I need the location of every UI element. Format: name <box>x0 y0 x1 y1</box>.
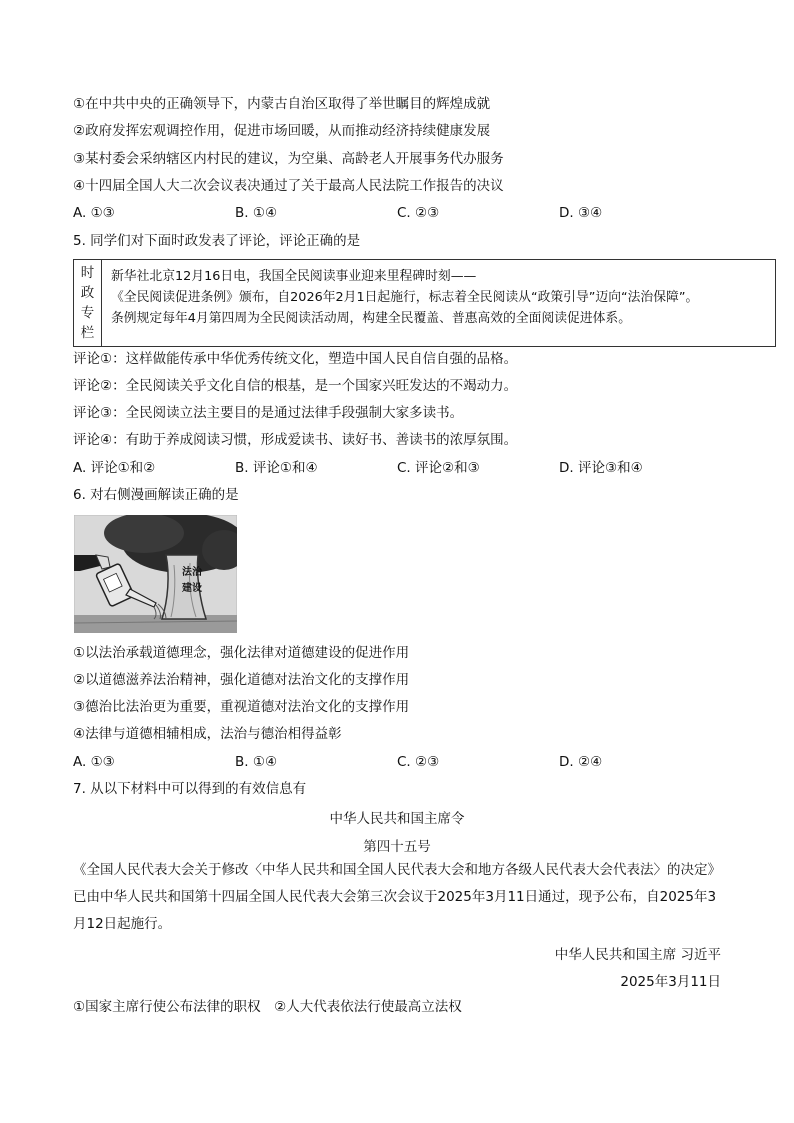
news-line-1: 新华社北京12月16日电，我国全民阅读事业迎来里程碑时刻—— <box>111 269 477 284</box>
q5-option-c[interactable]: C. 评论②和③ <box>397 460 480 476</box>
news-box-label <box>74 260 102 346</box>
q4-option-d[interactable]: D. ③④ <box>559 205 603 221</box>
cartoon-image <box>74 515 237 633</box>
q6-stem: 6. 对右侧漫画解读正确的是 <box>73 487 239 503</box>
q4-item-1: ①在中共中央的正确领导下，内蒙古自治区取得了举世瞩目的辉煌成就 <box>73 96 491 112</box>
tree-text-1: 法治 <box>182 567 202 578</box>
decree-number: 第四十五号 <box>363 839 431 855</box>
decree-signature: 中华人民共和国主席 习近平 <box>554 947 721 963</box>
q5-comment-1: 评论①：这样做能传承中华优秀传统文化，塑造中国人民自信自强的品格。 <box>73 351 518 367</box>
q4-item-4: ④十四届全国人大二次会议表决通过了关于最高人民法院工作报告的决议 <box>73 178 504 194</box>
q7-items: ①国家主席行使公布法律的职权 ②人大代表依法行使最高立法权 <box>73 999 462 1015</box>
q4-option-c[interactable]: C. ②③ <box>397 205 440 221</box>
q4-option-a[interactable]: A. ①③ <box>73 205 115 221</box>
q6-option-d[interactable]: D. ②④ <box>559 754 603 770</box>
q5-stem: 5. 同学们对下面时政发表了评论，评论正确的是 <box>73 233 361 249</box>
news-box-label-char: 政 <box>80 285 95 301</box>
news-box-text <box>111 266 698 329</box>
q5-option-d[interactable]: D. 评论③和④ <box>559 460 643 476</box>
q4-option-b[interactable]: B. ①④ <box>235 205 278 221</box>
q6-item-4: ④法律与道德相辅相成，法治与德治相得益彰 <box>73 726 342 742</box>
decree-body: 《全国人民代表大会关于修改〈中华人民共和国全国人民代表大会和地方各级人民代表大会代表法〉的决定》已由中华人民共和国第十四届全国人民代表大会第三次会议于2025年3月11日通过，现予公布，自2025年3月12日起施行。 <box>73 862 721 932</box>
q6-option-b[interactable]: B. ①④ <box>235 754 278 770</box>
q4-item-2: ②政府发挥宏观调控作用，促进市场回暖，从而推动经济持续健康发展 <box>73 123 491 139</box>
q6-option-a[interactable]: A. ①③ <box>73 754 115 770</box>
q6-item-3: ③德治比法治更为重要，重视道德对法治文化的支撑作用 <box>73 699 410 715</box>
news-box-label-char: 专 <box>80 305 95 321</box>
tree-text-2: 建设 <box>182 583 202 594</box>
news-box-label-char: 时 <box>80 265 95 281</box>
decree-date: 2025年3月11日 <box>620 974 721 990</box>
decree-title: 中华人民共和国主席令 <box>329 811 465 827</box>
q7-stem: 7. 从以下材料中可以得到的有效信息有 <box>73 781 307 797</box>
news-line-3: 条例规定每年4月第四周为全民阅读活动周，构建全民覆盖、普惠高效的全面阅读促进体系。 <box>111 311 632 326</box>
news-line-2: 《全民阅读促进条例》颁布，自2026年2月1日起施行，标志着全民阅读从“政策引导”迈向“法治保障”。 <box>111 290 699 305</box>
q6-item-1: ①以法治承载道德理念，强化法律对道德建设的促进作用 <box>73 645 410 661</box>
q5-option-b[interactable]: B. 评论①和④ <box>235 460 318 476</box>
q5-comment-2: 评论②：全民阅读关乎文化自信的根基，是一个国家兴旺发达的不竭动力。 <box>73 378 518 394</box>
q5-comment-3: 评论③：全民阅读立法主要目的是通过法律手段强制大家多读书。 <box>73 405 464 421</box>
q5-comment-4: 评论④：有助于养成阅读习惯，形成爱读书、读好书、善读书的浓厚氛围。 <box>73 432 518 448</box>
q5-option-a[interactable]: A. 评论①和② <box>73 460 156 476</box>
news-box-label-char: 栏 <box>80 325 95 341</box>
news-box <box>73 259 776 347</box>
q6-item-2: ②以道德滋养法治精神，强化道德对法治文化的支撑作用 <box>73 672 410 688</box>
q6-option-c[interactable]: C. ②③ <box>397 754 440 770</box>
q4-item-3: ③某村委会采纳辖区内村民的建议，为空巢、高龄老人开展事务代办服务 <box>73 151 504 167</box>
